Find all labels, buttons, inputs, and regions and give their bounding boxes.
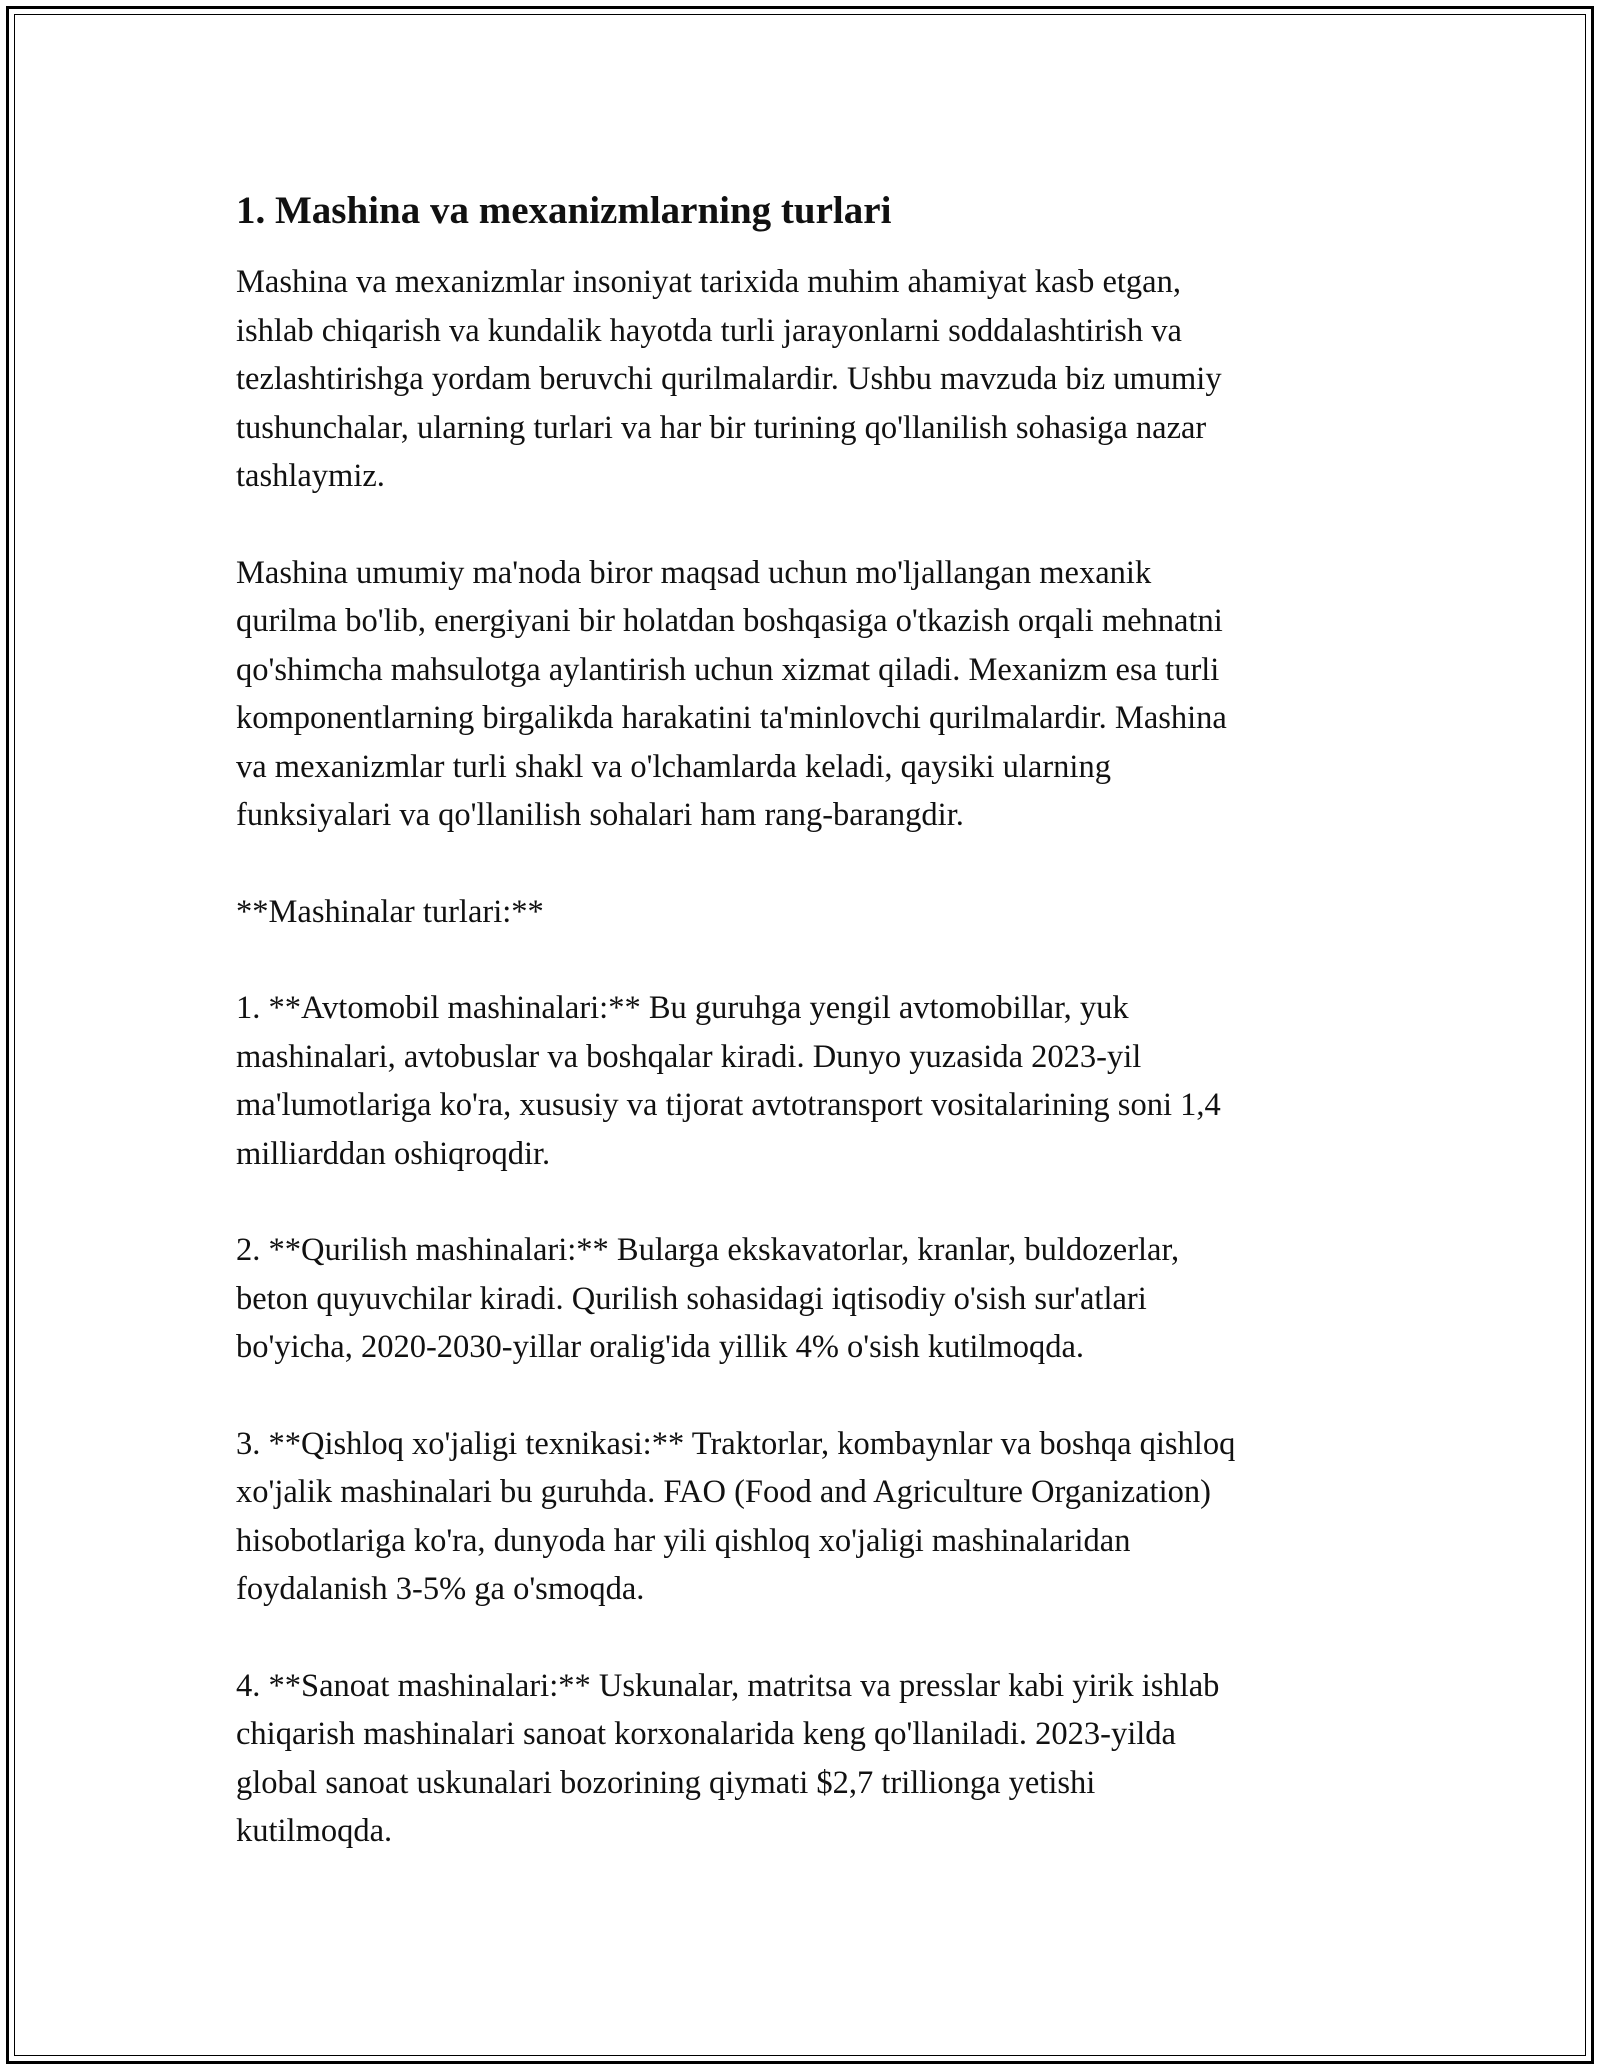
text-line: beton quyuvchilar kiradi. Qurilish sohasidagi iqtisodiy o'sish sur'atlari (236, 1280, 1147, 1317)
text-line: tashlaymiz. (236, 458, 385, 494)
subheading-paragraph (236, 888, 1406, 937)
text-line: tushunchalar, ularning turlari va har bir turining qo'llanilish sohasiga nazar (236, 409, 1207, 446)
text-line: chiqarish mashinalari sanoat korxonalarida keng qo'llaniladi. 2023-yilda (236, 1716, 1176, 1752)
text-line: xo'jalik mashinalari bu guruhda. FAO (Food and Agriculture Organization) (236, 1474, 1211, 1510)
intro-paragraph (236, 258, 1406, 501)
text-line: tezlashtirishga yordam beruvchi qurilmalardir. Ushbu mavzuda biz umumiy (236, 361, 1222, 397)
text-line: Mashina va mexanizmlar insoniyat tarixida muhim ahamiyat kasb etgan, (236, 264, 1181, 300)
text-line: kutilmoqda. (236, 1813, 393, 1849)
section-heading: 1. Mashina va mexanizmlarning turlari (236, 189, 892, 232)
definition-paragraph (236, 549, 1406, 840)
text-line: ma'lumotlariga ko'ra, xususiy va tijorat avtotransport vositalarining soni 1,4 (236, 1087, 1221, 1123)
text-line: **Mashinalar turlari:** (236, 893, 544, 930)
text-line: 1. **Avtomobil mashinalari:** Bu guruhga yengil avtomobillar, yuk (236, 990, 1129, 1026)
text-line: hisobotlariga ko'ra, dunyoda har yili qishloq xo'jaligi mashinalaridan (236, 1522, 1131, 1559)
text-line: qurilma bo'lib, energiyani bir holatdan boshqasiga o'tkazish orqali mehnatni (236, 603, 1223, 639)
text-line: mashinalari, avtobuslar va boshqalar kiradi. Dunyo yuzasida 2023-yil (236, 1038, 1142, 1075)
text-line: foydalanish 3-5% ga o'smoqda. (236, 1571, 645, 1607)
text-line: komponentlarning birgalikda harakatini ta'minlovchi qurilmalardir. Mashina (236, 700, 1227, 736)
list-item-1 (236, 984, 1406, 1178)
text-line: Mashina umumiy ma'noda biror maqsad uchun mo'ljallangan mexanik (236, 554, 1152, 591)
list-item-4 (236, 1662, 1406, 1856)
text-line: milliarddan oshiqroqdir. (236, 1135, 551, 1172)
text-line: qo'shimcha mahsulotga aylantirish uchun xizmat qiladi. Mexanizm esa turli (236, 651, 1220, 688)
document-body (236, 186, 1406, 1904)
text-line: funksiyalari va qo'llanilish sohalari ham rang-barangdir. (236, 797, 964, 833)
text-line: bo'yicha, 2020-2030-yillar oralig'ida yillik 4% o'sish kutilmoqda. (236, 1329, 1084, 1365)
text-line: ishlab chiqarish va kundalik hayotda turli jarayonlarni soddalashtirish va (236, 312, 1182, 349)
text-line: 4. **Sanoat mashinalari:** Uskunalar, matritsa va presslar kabi yirik ishlab (236, 1667, 1220, 1704)
list-item-2 (236, 1226, 1406, 1372)
text-line: 2. **Qurilish mashinalari:** Bularga ekskavatorlar, kranlar, buldozerlar, (236, 1232, 1180, 1268)
list-item-3 (236, 1420, 1406, 1614)
text-line: 3. **Qishloq xo'jaligi texnikasi:** Traktorlar, kombaynlar va boshqa qishloq (236, 1425, 1236, 1462)
text-line: va mexanizmlar turli shakl va o'lchamlarda keladi, qaysiki ularning (236, 748, 1111, 785)
text-line: global sanoat uskunalari bozorining qiymati $2,7 trillionga yetishi (236, 1764, 1096, 1801)
